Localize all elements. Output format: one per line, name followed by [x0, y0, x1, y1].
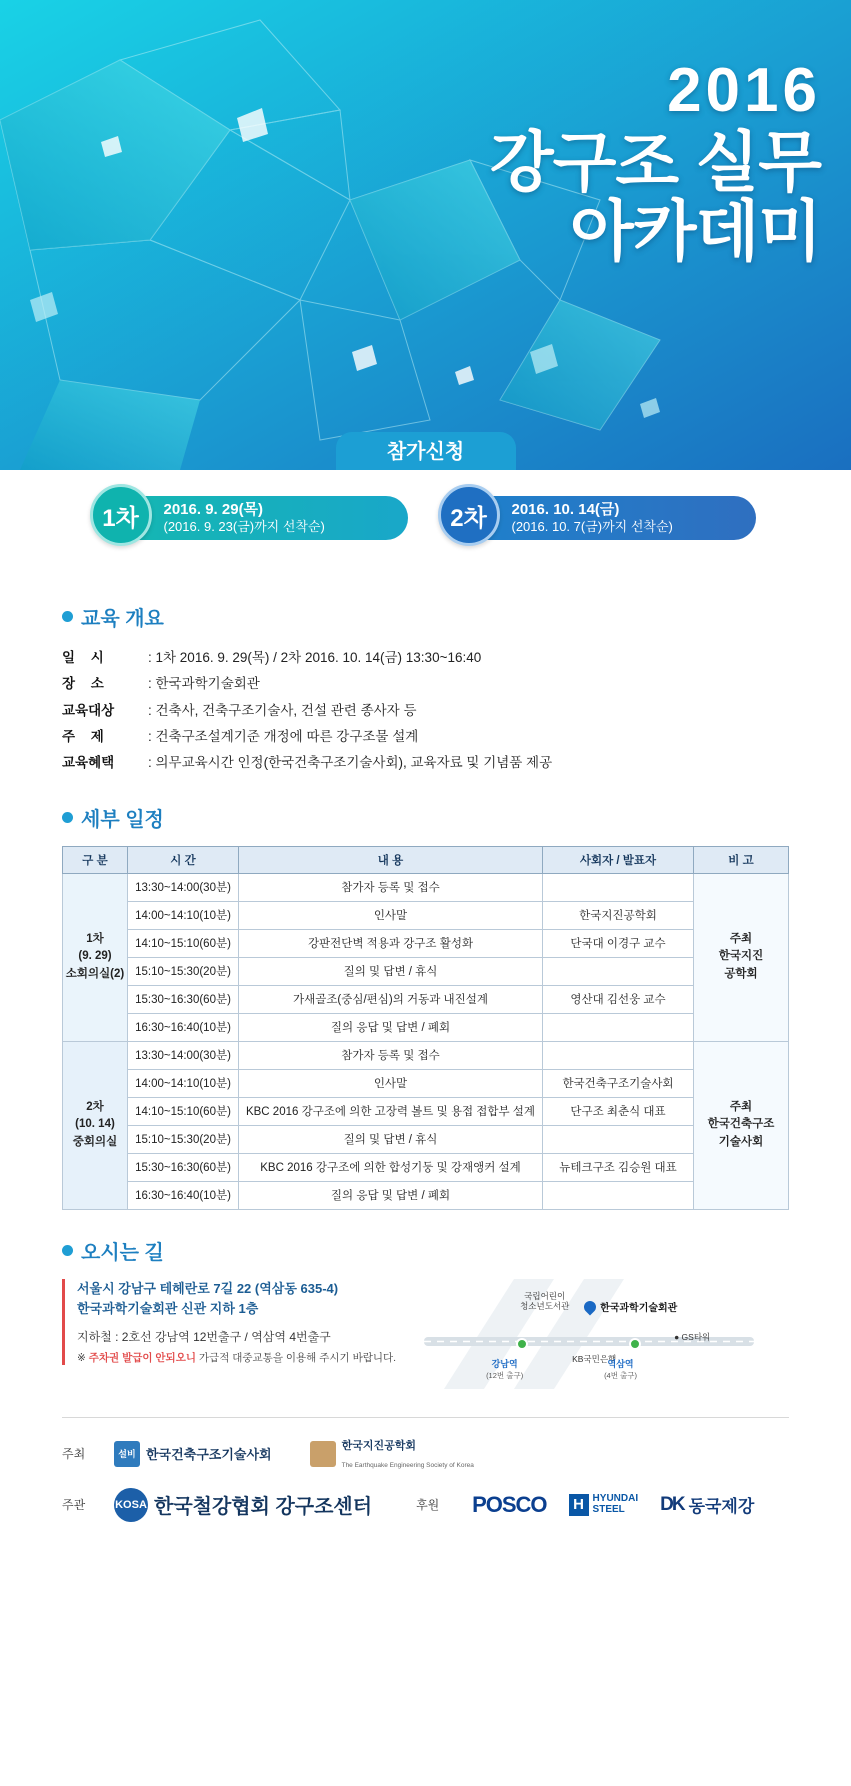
row-time: 14:10~15:10(60분) [128, 929, 239, 957]
row-content: 참가자 등록 및 접수 [239, 873, 543, 901]
overview-row [62, 750, 789, 776]
overview-row [62, 724, 789, 750]
session-1-number: 1차 [90, 484, 152, 546]
address-line2: 한국과학기술회관 신관 지하 1층 [77, 1301, 259, 1317]
row-content: KBC 2016 강구조에 의한 고장력 볼트 및 용접 접합부 설계 [239, 1097, 543, 1125]
sponsor-label: 후원 [416, 1498, 440, 1513]
row-speaker: 단구조 최춘식 대표 [543, 1097, 694, 1125]
apply-tab[interactable]: 참가신청 [336, 432, 516, 470]
row-time: 14:10~15:10(60분) [128, 1097, 239, 1125]
hero-banner [0, 0, 851, 470]
sponsor-posco: POSCO [472, 1491, 547, 1517]
station-left-exit: (12번 출구) [486, 1370, 524, 1380]
session-badge-bar [0, 478, 851, 558]
overview-row-key: 주 제 [62, 728, 110, 744]
table-header-row [63, 846, 789, 873]
session-1-deadline: (2016. 9. 23(금)까지 선착순) [163, 519, 325, 535]
hero-year: 2016 [667, 56, 821, 125]
host-logo-kscea [114, 1441, 272, 1467]
row-time: 15:10~15:30(20분) [128, 957, 239, 985]
row-speaker: 단국대 이경구 교수 [543, 929, 694, 957]
session-2-date: 2016. 10. 14(금) [511, 500, 620, 518]
session-2-number: 2차 [438, 484, 500, 546]
organizer-row [62, 1488, 789, 1522]
dongkuk-name: 동국제강 [688, 1497, 755, 1517]
overview-row-value: : 의무교육시간 인정(한국건축구조기술사회), 교육자료 및 기념품 제공 [148, 755, 553, 771]
overview-row-key: 교육혜택 [62, 755, 115, 771]
overview-row [62, 671, 789, 697]
group-1-note: 주최 한국지진 공학회 [694, 873, 789, 1041]
map-label-gs: ● GS타워 [674, 1331, 711, 1342]
parking-notice [77, 1350, 396, 1365]
overview-row-value: : 건축구조설계기준 개정에 따른 강구조물 설계 [148, 728, 419, 744]
map-label-gangnam-station [486, 1357, 523, 1381]
col-note: 비 고 [694, 846, 789, 873]
row-content: 질의 및 답변 / 휴식 [239, 1125, 543, 1153]
col-speaker: 사회자 / 발표자 [543, 846, 694, 873]
hyundai-mark-icon: H [569, 1494, 589, 1516]
row-content: 질의 응답 및 답변 / 폐회 [239, 1181, 543, 1209]
table-row [63, 1069, 789, 1097]
table-row [63, 1153, 789, 1181]
location-map [424, 1279, 754, 1389]
host-label: 주최 [62, 1447, 86, 1462]
kosa-mark-icon: KOSA [114, 1488, 148, 1522]
table-row [63, 957, 789, 985]
row-time: 14:00~14:10(10분) [128, 901, 239, 929]
overview-list [62, 645, 789, 777]
schedule-table [62, 846, 789, 1210]
row-speaker: 한국지진공학회 [543, 901, 694, 929]
overview-row-value: : 한국과학기술회관 [148, 676, 260, 692]
overview-row-value: : 건축사, 건축구조기술사, 건설 관련 종사자 등 [148, 702, 417, 718]
session-badge-2[interactable] [444, 496, 756, 540]
table-row [63, 1181, 789, 1209]
host-row [62, 1436, 789, 1472]
table-row [63, 901, 789, 929]
row-content: 인사말 [239, 901, 543, 929]
notice-highlight: 주차권 발급이 안되오니 [88, 1352, 196, 1365]
table-row [63, 1041, 789, 1069]
col-content: 내 용 [239, 846, 543, 873]
map-label-bank: KB국민은행 [572, 1353, 617, 1364]
row-content: 인사말 [239, 1069, 543, 1097]
kscea-mark-icon: 설비 [114, 1441, 140, 1467]
hyundai-name: HYUNDAI STEEL [592, 1493, 639, 1515]
bullet-dot-icon [62, 1245, 73, 1256]
map-label-yeoksam-station [604, 1357, 637, 1381]
address-line1: 서울시 강남구 테헤란로 7길 22 (역삼동 635-4) [77, 1280, 339, 1296]
organizer-label: 주관 [62, 1498, 86, 1513]
overview-heading-text: 교육 개요 [81, 608, 164, 630]
notice-prefix: ※ [77, 1352, 89, 1365]
row-speaker [543, 873, 694, 901]
session-2-deadline: (2016. 10. 7(금)까지 선착순) [511, 519, 673, 535]
row-speaker: 영산대 김선웅 교수 [543, 985, 694, 1013]
session-1-date: 2016. 9. 29(목) [163, 500, 264, 518]
sponsor-hyundai-steel [569, 1494, 639, 1516]
host-name-2: 한국지진공학회 [341, 1439, 416, 1452]
row-content: KBC 2016 강구조에 의한 합성기둥 및 강재앵커 설계 [239, 1153, 543, 1181]
table-row [63, 873, 789, 901]
row-time: 15:30~16:30(60분) [128, 985, 239, 1013]
overview-row-key: 일 시 [62, 650, 110, 665]
group-2-note: 주최 한국건축구조 기술사회 [694, 1041, 789, 1209]
directions-heading [62, 1236, 789, 1265]
directions-block [62, 1279, 789, 1389]
dongkuk-mark-icon: DK [660, 1493, 684, 1515]
row-speaker: 한국건축구조기술사회 [543, 1069, 694, 1097]
row-content: 질의 및 답변 / 휴식 [239, 957, 543, 985]
organizer-logo [114, 1488, 372, 1522]
col-time: 시 간 [128, 846, 239, 873]
row-content: 참가자 등록 및 접수 [239, 1041, 543, 1069]
row-content: 가새골조(중심/편심)의 거동과 내진설계 [239, 985, 543, 1013]
row-speaker [543, 957, 694, 985]
map-dot-yeoksam [629, 1338, 641, 1350]
table-row [63, 1097, 789, 1125]
bullet-dot-icon [62, 611, 73, 622]
station-right-exit: (4번 출구) [604, 1370, 638, 1380]
row-time: 15:10~15:30(20분) [128, 1125, 239, 1153]
row-content: 강판전단벽 적용과 강구조 활성화 [239, 929, 543, 957]
schedule-heading [62, 803, 789, 832]
group-2-label: 2차 (10. 14) 중회의실 [63, 1041, 128, 1209]
col-division: 구 분 [63, 846, 128, 873]
row-speaker [543, 1125, 694, 1153]
host-name-2-sub: The Earthquake Engineering Society of Korea [341, 1461, 474, 1469]
sponsor-logos [472, 1492, 754, 1518]
overview-row [62, 698, 789, 724]
table-row [63, 1013, 789, 1041]
organizer-name: 한국철강협회 강구조센터 [154, 1496, 373, 1519]
group-1-label: 1차 (9. 29) 소회의실(2) [63, 873, 128, 1041]
overview-row [62, 645, 789, 671]
eesk-mark-icon [310, 1441, 336, 1467]
overview-heading [62, 602, 789, 631]
directions-heading-text: 오시는 길 [81, 1241, 164, 1264]
row-time: 13:30~14:00(30분) [128, 873, 239, 901]
notice-rest: 가급적 대중교통을 이용해 주시기 바랍니다. [195, 1352, 397, 1365]
row-time: 16:30~16:40(10분) [128, 1181, 239, 1209]
row-content: 질의 응답 및 답변 / 폐회 [239, 1013, 543, 1041]
subway-info: 지하철 : 2호선 강남역 12번출구 / 역삼역 4번출구 [77, 1330, 331, 1345]
hero-title-line2: 아카데미 [569, 194, 821, 269]
row-time: 14:00~14:10(10분) [128, 1069, 239, 1097]
table-row [63, 1125, 789, 1153]
overview-row-key: 장 소 [62, 676, 110, 692]
row-speaker [543, 1181, 694, 1209]
row-time: 16:30~16:40(10분) [128, 1013, 239, 1041]
table-row [63, 985, 789, 1013]
bullet-dot-icon [62, 812, 73, 823]
row-time: 15:30~16:30(60분) [128, 1153, 239, 1181]
map-label-library: 국립어린이 청소년도서관 [520, 1290, 570, 1312]
sponsor-dongkuk [660, 1492, 754, 1517]
map-dot-gangnam [516, 1338, 528, 1350]
station-left-name: 강남역 [491, 1358, 518, 1369]
address-block [62, 1279, 396, 1366]
session-badge-1[interactable] [96, 496, 408, 540]
row-speaker [543, 1041, 694, 1069]
overview-row-key: 교육대상 [62, 702, 115, 718]
station-right-name: 역삼역 [607, 1358, 634, 1369]
overview-row-value: : 1차 2016. 9. 29(목) / 2차 2016. 10. 14(금) 13:30~16:40 [148, 650, 482, 665]
hero-title-line1: 강구조 실무 [489, 125, 821, 199]
map-label-venue: 한국과학기술회관 [600, 1302, 678, 1314]
hero-title-block [489, 56, 821, 269]
row-time: 13:30~14:00(30분) [128, 1041, 239, 1069]
footer [0, 1418, 851, 1548]
schedule-heading-text: 세부 일정 [81, 808, 164, 831]
host-name-1: 한국건축구조기술사회 [146, 1447, 272, 1463]
row-speaker [543, 1013, 694, 1041]
host-logo-eesk [310, 1436, 474, 1472]
row-speaker: 뉴테크구조 김승원 대표 [543, 1153, 694, 1181]
table-row [63, 929, 789, 957]
